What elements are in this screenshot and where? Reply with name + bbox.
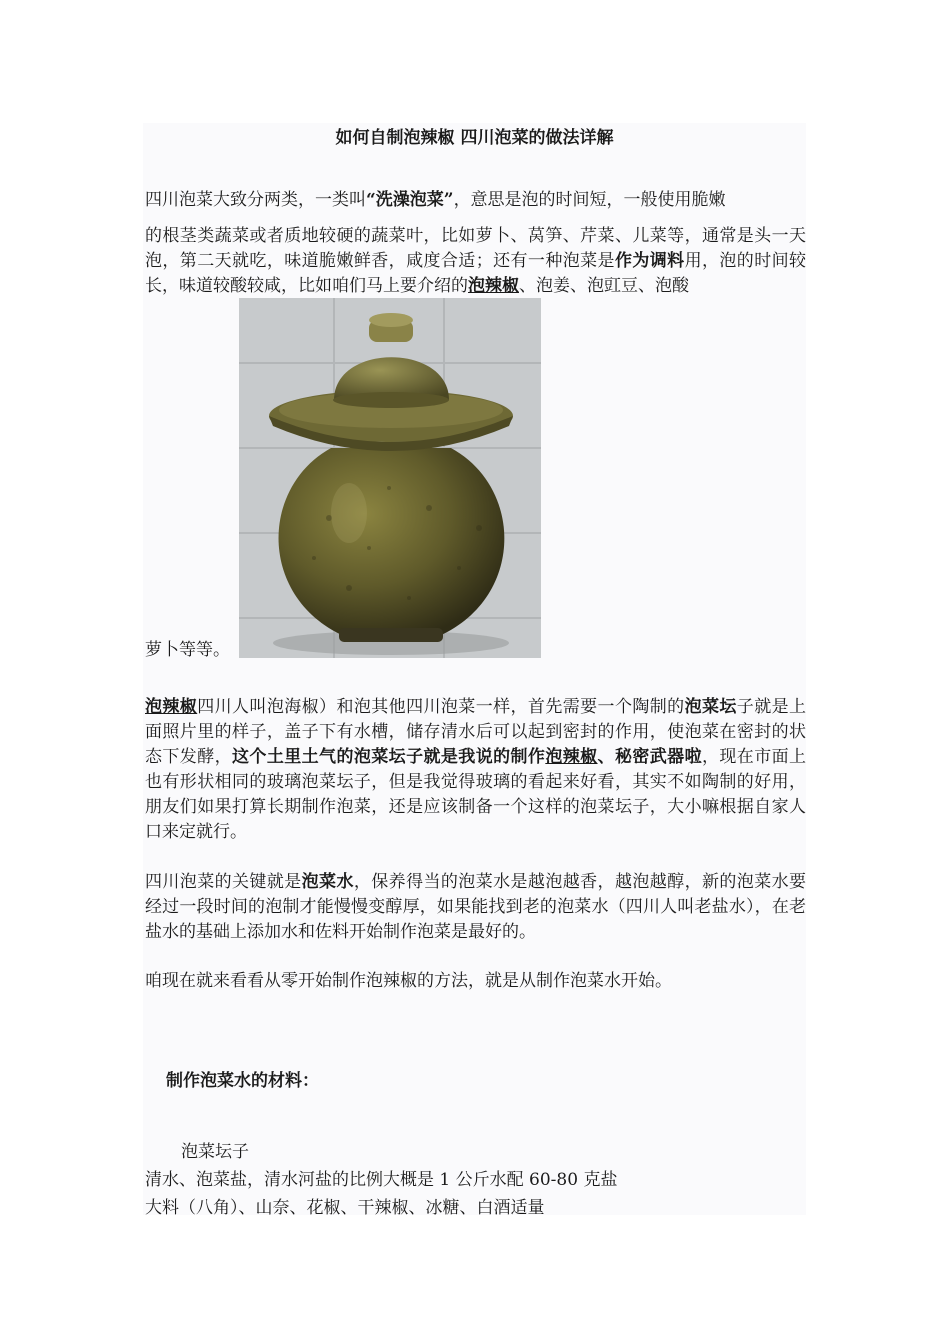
- list-item: 清水、泡菜盐，清水河盐的比例大概是 1 公斤水配 60-80 克盐: [145, 1170, 618, 1190]
- list-item: 大料（八角）、山奈、花椒、干辣椒、冰糖、白酒适量: [145, 1198, 545, 1218]
- intro-rest: 的根茎类蔬菜或者质地较硬的蔬菜叶，比如萝卜、莴笋、芹菜、儿菜等，通常是头一天泡，第二天就吃，味道脆嫩鲜香，咸度合适；还有一种泡菜是作为调料用，泡的时间较长，味道较酸较咸，比如咱们马上要介绍的泡辣椒、泡姜、泡豇豆、泡酸: [145, 226, 807, 296]
- zuowei-tiaoliao-term: 作为调料: [614, 251, 685, 271]
- intro-tail: 萝卜等等。: [145, 640, 230, 660]
- pao-lajiao-link[interactable]: 泡辣椒: [468, 276, 519, 296]
- pao-lajiao-link-3[interactable]: 泡辣椒: [545, 747, 598, 767]
- pickle-jar-image: [239, 298, 541, 658]
- materials-heading: 制作泡菜水的材料：: [166, 1071, 319, 1091]
- intro-line-1: 四川泡菜大致分两类，一类叫“洗澡泡菜”，意思是泡的时间短，一般使用脆嫩: [145, 190, 726, 210]
- list-item: 泡菜坛子: [181, 1142, 249, 1162]
- jar-paragraph: 泡辣椒四川人叫泡海椒）和泡其他四川泡菜一样，首先需要一个陶制的泡菜坛子就是上面照片里的样子，盖子下有水槽，储存清水后可以起到密封的作用，使泡菜在密封的状态下发酵，这个土里土气的泡菜坛子就是我说的制作泡辣椒、秘密武器啦，现在市面上也有形状相同的玻璃泡菜坛子，但是我觉得玻璃的看起来好看，其实不如陶制的好用，朋友们如果打算长期制作泡菜，还是应该制备一个这样的泡菜坛子，大小嘛根据自家人口来定就行。: [145, 697, 807, 842]
- pao-lajiao-link-2[interactable]: 泡辣椒: [145, 697, 198, 717]
- pickle-jar-photo: [239, 298, 541, 658]
- start-paragraph: 咱现在就来看看从零开始制作泡辣椒的方法，就是从制作泡菜水开始。: [145, 971, 672, 991]
- page-title: 如何自制泡辣椒 四川泡菜的做法详解: [335, 128, 614, 148]
- xizao-paocai-term: “洗澡泡菜”: [366, 190, 454, 210]
- materials-list: [145, 1138, 617, 1222]
- paocai-shui-term: 泡菜水: [301, 872, 354, 892]
- paocai-tan-term: 泡菜坛: [684, 697, 737, 717]
- brine-paragraph: 四川泡菜的关键就是泡菜水，保养得当的泡菜水是越泡越香，越泡越醇，新的泡菜水要经过一段时间的泡制才能慢慢变醇厚，如果能找到老的泡菜水（四川人叫老盐水），在老盐水的基础上添加水和佐料开始制作泡菜是最好的。: [145, 872, 807, 942]
- intro-paragraph: [145, 188, 806, 299]
